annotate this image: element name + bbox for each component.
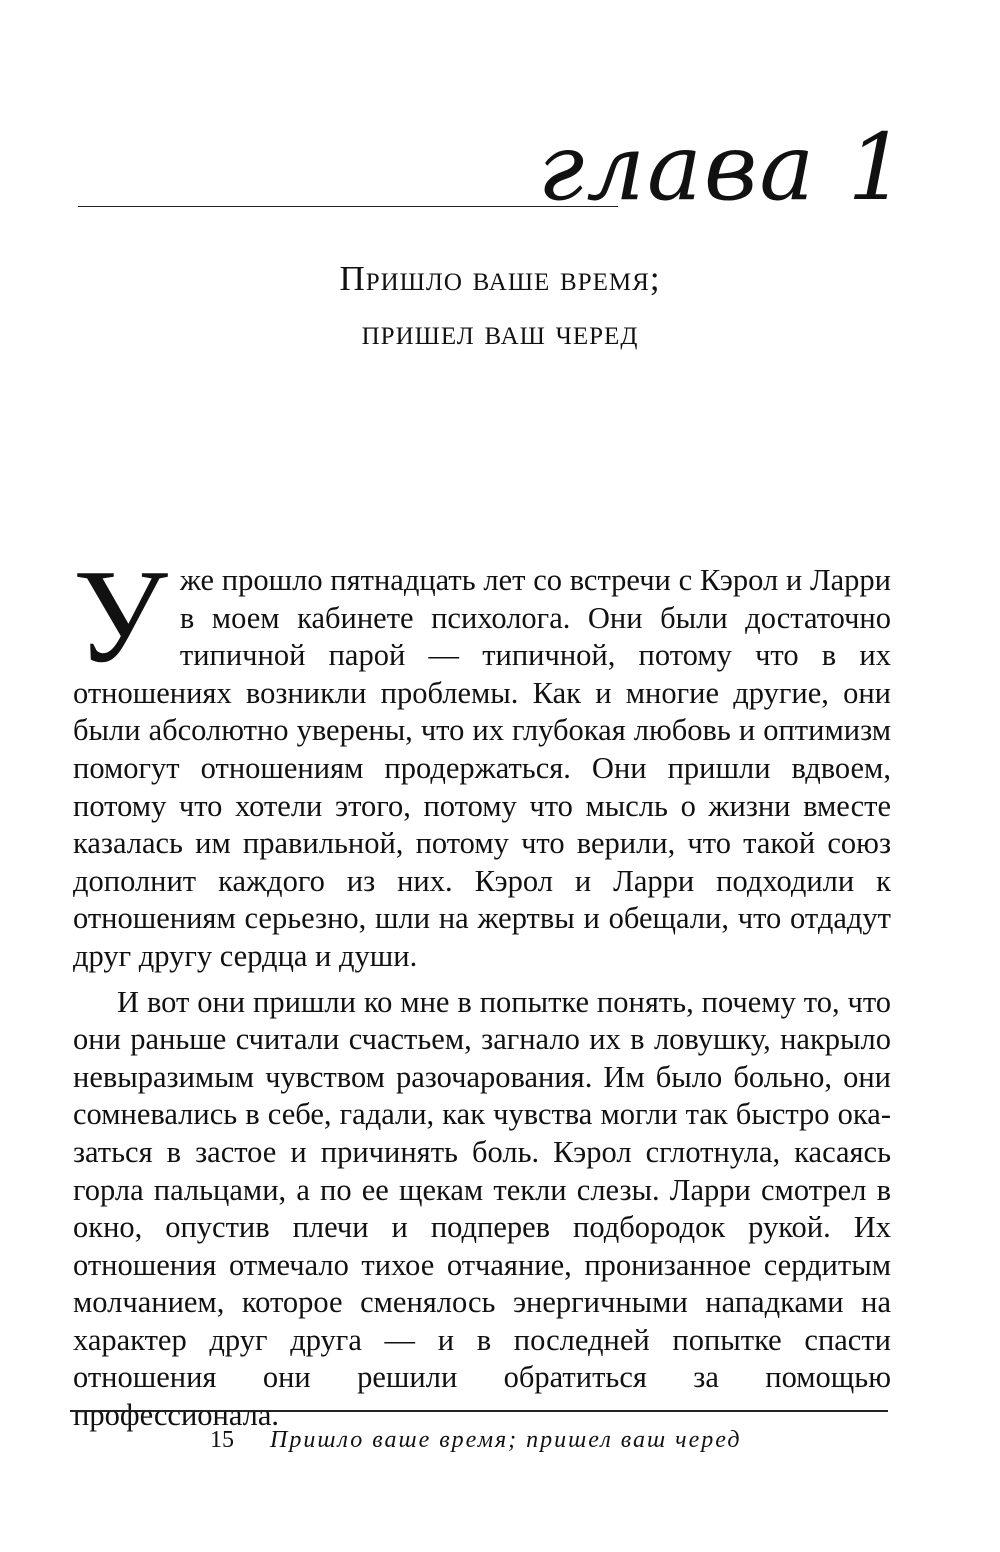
- paragraph-1: [73, 542, 891, 976]
- chapter-title-line-1: Пришло ваше время;: [339, 259, 661, 298]
- drop-cap: У: [73, 542, 168, 690]
- body-text: [73, 542, 891, 1435]
- paragraph-1-text: же прошло пятнадцать лет со встречи с Кэрол и Ларри в моем кабинете психолога. Они были достаточно типичной парой — типичной, потому что в их отношениях возникли проблемы. Как и многие другие, они были абсолютно уверены, что их глубокая любовь и оптимизм помогут отношениям продержаться. Они пришли вдвоем, потому что хотели этого, потому что мысль о жизни вместе казалась им правильной, потому что верили, что такой союз дополнит каждого из них. Кэрол и Ларри подходили к отношениям серьезно, шли на жертвы и обещали, что отдадут друг другу сердца и души.: [73, 563, 891, 973]
- page-number: 15: [210, 1427, 234, 1453]
- chapter-title: [0, 252, 1000, 360]
- chapter-label: глава 1: [537, 114, 908, 221]
- footer-rule: [70, 1410, 888, 1412]
- running-head: Пришло ваше время; пришел ваш черед: [270, 1427, 742, 1453]
- chapter-title-line-2: пришел ваш черед: [361, 313, 639, 352]
- paragraph-2: И вот они пришли ко мне в попытке понять, почему то, что они раньше считали счастьем, загнало их в ловушку, накрыло невыразимым чувством разочарования. Им было больно, они сомневались в себе, гадали, как чувства могли так быстро оказаться в застое и причинять боль. Кэрол сглотнула, касаясь горла пальцами, а по ее щекам текли слезы. Ларри смотрел в окно, опустив плечи и подперев подбородок рукой. Их отношения отмечало тихое отчаяние, пронизанное сердитым молчанием, которое сменялось энергичными нападками на характер друг друга — и в последней попытке спасти отношения они решили обратиться за помощью профессионала.: [73, 984, 891, 1433]
